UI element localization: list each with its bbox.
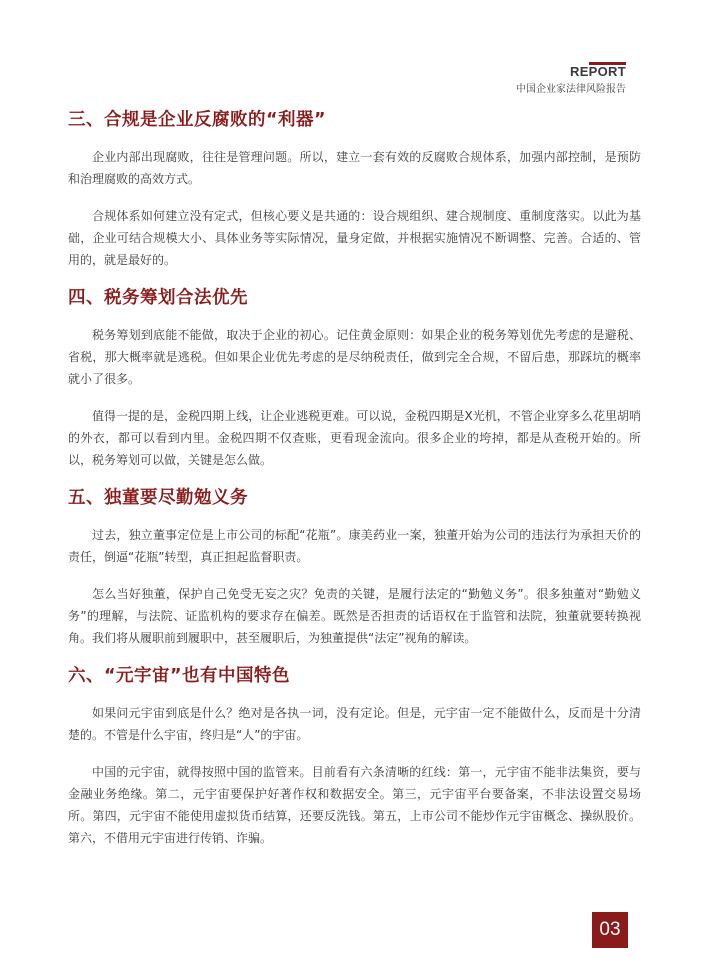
paragraph: 税务筹划到底能不能做，取决于企业的初心。记住黄金原则：如果企业的税务筹划优先考虑的是避税、省税，那大概率就是逃税。但如果企业优先考虑的是尽纳税责任，做到完全合规，不留后患，那踩坑的概率就小了很多。 [68, 328, 641, 386]
section-tax-planning [68, 284, 641, 471]
paragraph: 如果问元宇宙到底是什么？绝对是各执一词，没有定论。但是，元宇宙一定不能做什么，反而是十分清楚的。不管是什么宇宙，终归是“人”的宇宙。 [68, 706, 641, 742]
section-compliance [68, 106, 641, 271]
paragraph: 中国的元宇宙，就得按照中国的监管来。目前看有六条清晰的红线：第一，元宇宙不能非法集资，要与金融业务绝缘。第二，元宇宙要保护好著作权和数据安全。第三，元宇宙平台要备案，不非法设置交易场所。第四，元宇宙不能使用虚拟货币结算，还要反洗钱。第五，上市公司不能炒作元宇宙概念、操纵股价。第六，不借用元宇宙进行传销、诈骗。 [68, 765, 641, 845]
paragraph: 怎么当好独董，保护自己免受无妄之灾？免责的关键，是履行法定的“勤勉义务”。很多独董对“勤勉义务”的理解，与法院、证监机构的要求存在偏差。既然是否担责的话语权在于监管和法院，独董就要转换视角。我们将从履职前到履职中，甚至履职后，为独董提供“法定”视角的解读。 [68, 587, 641, 645]
section-title: 三、合规是企业反腐败的“利器” [68, 110, 327, 130]
paragraph: 过去，独立董事定位是上市公司的标配“花瓶”。康美药业一案，独董开始为公司的违法行为承担天价的责任，倒逼“花瓶”转型，真正担起监督职责。 [68, 528, 641, 564]
paragraph: 企业内部出现腐败，往往是管理问题。所以，建立一套有效的反腐败合规体系，加强内部控制，是预防和治理腐败的高效方式。 [68, 150, 641, 186]
paragraph: 合规体系如何建立没有定式，但核心要义是共通的：设合规组织、建合规制度、重制度落实。以此为基础，企业可结合规模大小、具体业务等实际情况，量身定做，并根据实施情况不断调整、完善。合适的、管用的，就是最好的。 [68, 209, 641, 267]
section-metaverse [68, 662, 641, 849]
section-title: 六、“元宇宙”也有中国特色 [68, 666, 291, 686]
header-report-subtitle: 中国企业家法律风险报告 [516, 84, 626, 95]
article-body [68, 106, 641, 849]
page-number: 03 [592, 912, 628, 948]
header-report-label: REPORT [570, 64, 626, 79]
section-title: 四、税务筹划合法优先 [68, 288, 248, 308]
paragraph: 值得一提的是，金税四期上线，让企业逃税更难。可以说，金税四期是X光机，不管企业穿多么花里胡哨的外衣，都可以看到内里。金税四期不仅查账，更看现金流向。很多企业的垮掉，都是从查税开始的。所以，税务筹划可以做，关键是怎么做。 [68, 409, 641, 467]
section-title: 五、独董要尽勤勉义务 [68, 488, 248, 508]
section-independent-directors [68, 484, 641, 649]
